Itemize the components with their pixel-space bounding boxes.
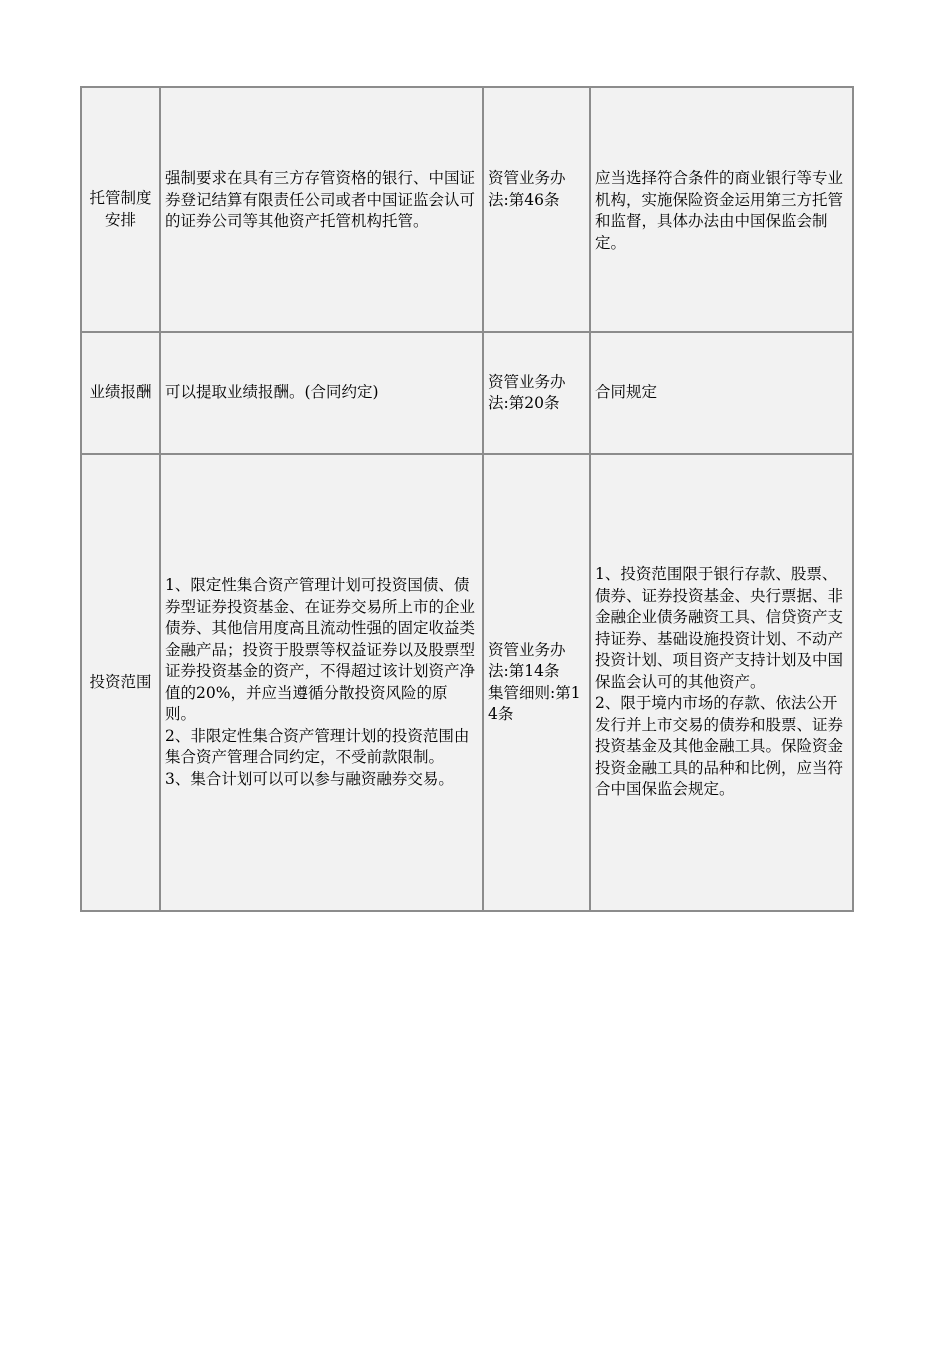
requirement-cell [160,332,483,454]
insurance-rule-cell [590,87,853,332]
row-label-text: 投资范围 [89,672,152,691]
requirement-text: 可以提取业绩报酬。(合同约定) [165,383,379,402]
table-row [81,87,853,332]
table-row [81,454,853,911]
row-label-performance-fee [81,332,160,454]
requirement-cell [160,454,483,911]
insurance-rule-text: 合同规定 [595,383,658,402]
legal-basis-cell [483,332,590,454]
requirement-text: 强制要求在具有三方存管资格的银行、中国证券登记结算有限责任公司或者中国证监会认可的证券公司等其他资产托管机构托管。 [165,169,476,230]
legal-basis-cell [483,87,590,332]
requirement-text: 1、限定性集合资产管理计划可投资国债、债券型证券投资基金、在证券交易所上市的企业债券、其他信用度高且流动性强的固定收益类金融产品；投资于股票等权益证券以及股票型证券投资基金的资产，不得超过该计划资产净值的20%，并应当遵循分散投资风险的原则。 2、非限定性集合资产管理计划的投资范围由集合资产管理合同约定，不受前款限制。 3、集合计划可以可以参与融资融券交易。 [165,576,476,788]
comparison-table [80,86,854,912]
insurance-rule-text: 应当选择符合条件的商业银行等专业机构，实施保险资金运用第三方托管和监督，具体办法由中国保监会制定。 [595,169,844,252]
legal-basis-text: 资管业务办法:第46条 [488,169,566,209]
insurance-rule-text: 1、投资范围限于银行存款、股票、债券、证券投资基金、央行票据、非金融企业债务融资工具、信贷资产支持证券、基础设施投资计划、不动产投资计划、项目资产支持计划及中国保监会认可的其他资产。 2、限于境内市场的存款、依法公开发行并上市交易的债券和股票、证券投资基金及其他金融工具。保险资金投资金融工具的品种和比例，应当符合中国保监会规定。 [595,565,844,799]
legal-basis-text: 资管业务办法:第14条 集管细则:第14条 [488,640,581,723]
insurance-rule-cell [590,332,853,454]
requirement-cell [160,87,483,332]
legal-basis-text: 资管业务办法:第20条 [488,372,566,412]
row-label-custody [81,87,160,332]
row-label-investment-scope [81,454,160,911]
insurance-rule-cell [590,454,853,911]
table-row [81,332,853,454]
row-label-text: 业绩报酬 [89,383,152,402]
legal-basis-cell [483,454,590,911]
row-label-text: 托管制度安排 [89,189,152,229]
